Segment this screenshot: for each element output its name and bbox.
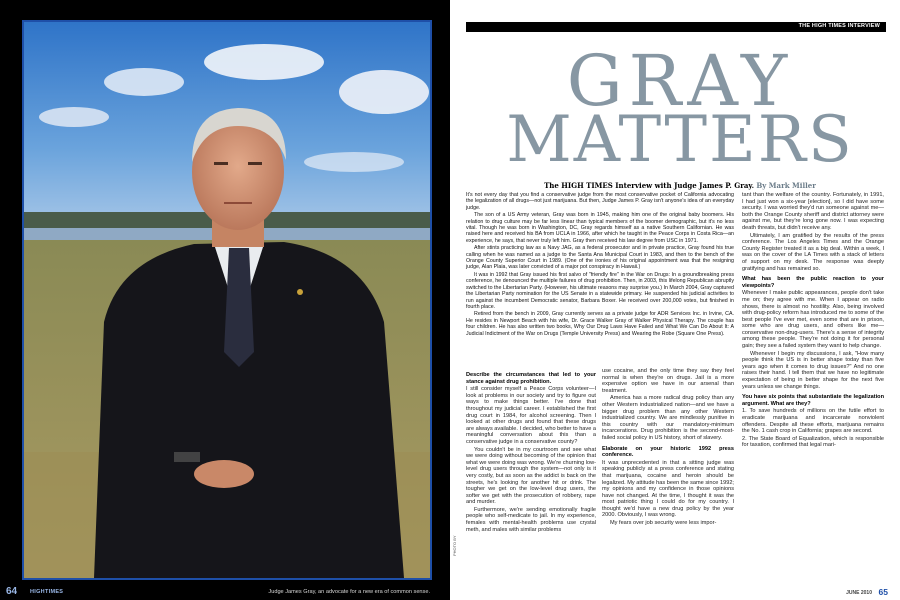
intro-paragraph: The son of a US Army veteran, Gray was born in 1945, making him one of the original baby boomers. His relation to drug culture may be far less linear than typical members of the boomer demographic, but it's no less vital. Though he was born in Washington, DC, Gray regards himself as a native Southern Californian. He was raised here and received his BA from UCLA in 1966, after which he taught in the Peace Corps in Costa Rica—an experience, he says, that never truly left him. Gray then received his law degree from USC in 1971.	[466, 212, 734, 244]
section-label: THE HIGH TIMES INTERVIEW	[798, 23, 880, 29]
headline-line-2: MATTERS	[506, 103, 854, 177]
interview-answer: It was unprecedented in that a sitting judge was speaking publicly at a press conference and stating that marijuana, cocaine and heroin should be legalized. My attitude has been the same since 1992; my opinions and my confidence in those opinions have not changed. At the time, I thought it was the most patriotic thing I could do for my country. I thought we'd have a new drug policy by the year 2000. Obviously, I was wrong.	[602, 459, 734, 519]
interview-answer: use cocaine, and the only time they say they feel normal is when they're on drugs. Jail is a more expensive option we have in our arsenal than treatment.	[602, 368, 734, 394]
interview-answer: America has a more radical drug policy than any other Western industrialized nation—and we have a bigger drug problem than any other Western industrialized country. We are mindlessly punitive in this country with our mandatory-minimum incarcerations. Drug prohibition is the second-most-failed social policy in US history, short of slavery.	[602, 395, 734, 441]
interview-question: Describe the circumstances that led to your stance against drug prohibition.	[466, 372, 596, 385]
section-header-bar	[466, 22, 886, 32]
interview-answer: tant than the welfare of the country. Fortunately, in 1991, I had just won a six-year [election], so I did have some security. I was worried they'd run someone against me—both the Orange County sheriff and district attorney were against me, but they're long gone now. I was expecting death threats, but didn't receive any.	[742, 192, 884, 231]
right-page	[450, 0, 900, 600]
intro-paragraph: It's not every day that you find a conservative judge from the most conservative pocket of California advocating the legalization of all drugs—not just marijuana. But then, Judge James P. Gray isn't anyone's idea of an everyday judge.	[466, 192, 734, 211]
interview-answer: Furthermore, we're sending emotionally fragile people who self-medicate to jail. In my experience, females with mental-health problems use crystal meth, and males with similar problems	[466, 506, 596, 533]
deck	[480, 181, 880, 190]
interview-answer: Whenever I begin my discussions, I ask, "How many people think the US is in better shape today than five years ago when it comes to drug issues?" And no one raises their hand. I tell them that we have no legitimate expectation of being in better shape for the next five years unless we change things.	[742, 350, 884, 390]
body-column-2	[602, 368, 734, 588]
interview-question: Elaborate on your historic 1992 press conference.	[602, 445, 734, 459]
deck-text: The HIGH TIMES Interview with Judge James P. Gray.	[544, 181, 755, 190]
interview-answer: You couldn't be in my courtroom and see what we were doing without becoming of the opinion that what we were doing was wrong. We're churning low-level drug users through the system—not only is it very costly, but as soon as the addict is back on the streets, he's looking for another hit or drink. The tougher we get on the low-level drug users, the softer we get with the prosecution of robbery, rape and murder.	[466, 446, 596, 506]
interview-answer: Ultimately, I am gratified by the results of the press conference. The Los Angeles Times and the Orange County Register treated it as a big deal. Within a week, I was on the cover of the LA Times with a stack of letters of support on my desk. The response was deeply gratifying and has remained so.	[742, 232, 884, 272]
interview-answer: I still consider myself a Peace Corps volunteer—I look at problems in our society and try to figure out ways to make things better. I've done that throughout my judicial career. I established the first drug court in 1984, for alcohol screening. Then I looked at other drugs and found that these drugs are always available. I decided, who better to have a meaningful conversation about this than a conservative judge in a conservative county?	[466, 386, 596, 445]
left-footer	[0, 580, 450, 600]
intro-paragraph: It was in 1992 that Gray issued his first salvo of "friendly fire" in the War on Drugs: In a groundbreaking press conference, he denounced the multiple failures of drug prohibition. Then, in 2003, this lifelong Republican abruptly switched to the Libertarian Party. (However, his ultimate reasons may surprise you.) In March 2004, Gray captured the Libertarian Party nomination for the US Senate in a statewide primary. He suspended his judicial activities to run against the incumbent Democratic senator, Barbara Boxer. He received over 200,000 votes, but finished in fourth place.	[466, 271, 734, 310]
issue-date: JUNE 2010	[846, 590, 872, 596]
interview-answer: 1. To save hundreds of millions on the futile effort to eradicate marijuana and incarcerate nonviolent offenders. Despite all these efforts, marijuana remains the No. 1 cash crop in California; grapes are second.	[742, 408, 884, 435]
intro-text	[466, 192, 734, 338]
interview-answer: 2. The State Board of Equalization, which is responsible for taxation, confirmed that legal mari-	[742, 435, 884, 449]
right-footer	[450, 584, 900, 600]
magazine-brand: HIGHTIMES	[30, 589, 64, 595]
interview-answer: Whenever I make public appearances, people don't take me on; they agree with me. When I appear on radio shows, there is almost no hostility. Also, being involved with drug-policy reform has introduced me to some of the best people I've ever met, even some that are in prison, some who are drug users, and others like me—conservative non-drug-users. There's a sense of integrity among these people. They're not doing it for personal gain; they see a failed system they want to help change.	[742, 290, 884, 350]
portrait-photo	[22, 20, 432, 580]
page-number: 64	[6, 586, 18, 597]
interview-question: You have six points that substantiate the legalization argument. What are they?	[742, 394, 884, 407]
intro-paragraph: After stints practicing law as a Navy JAG, as a federal prosecutor and in private practice, Gray found his true calling when he was named as a judge to the Santa Ana Municipal Court in 1983, and then to the bench of the Orange County Superior Court in 1989. (One of the ironies of his original appointment was that the resigning judge, Alan Plaia, was later convicted of a major pot conspiracy in Hawaii.)	[466, 245, 734, 271]
photo-credit: PHOTO BY	[452, 535, 457, 556]
headline-line-1: GRAY	[566, 40, 794, 122]
body-column-3	[742, 192, 884, 588]
portrait-illustration	[24, 22, 430, 578]
byline: By Mark Miller	[756, 181, 816, 190]
photo-caption: Judge James Gray, an advocate for a new era of common sense.	[268, 589, 430, 595]
page-number: 65	[878, 587, 888, 597]
intro-paragraph: Retired from the bench in 2009, Gray currently serves as a private judge for ADR Services Inc. in Irvine, CA. He resides in Newport Beach with his wife, Dr. Grace Walker Gray of Walker Physical Therapy. The couple has four children. He has also written two books, Why Our Drug Laws Have Failed and What We Can Do About It: A Judicial Indictment of the War on Drugs (Temple University Press) and Wearing the Robe (Square One Press).	[466, 311, 734, 337]
interview-question: What has been the public reaction to your viewpoints?	[742, 276, 884, 289]
interview-answer: My fears over job security were less impor-	[610, 520, 717, 527]
body-column-1	[466, 368, 596, 588]
